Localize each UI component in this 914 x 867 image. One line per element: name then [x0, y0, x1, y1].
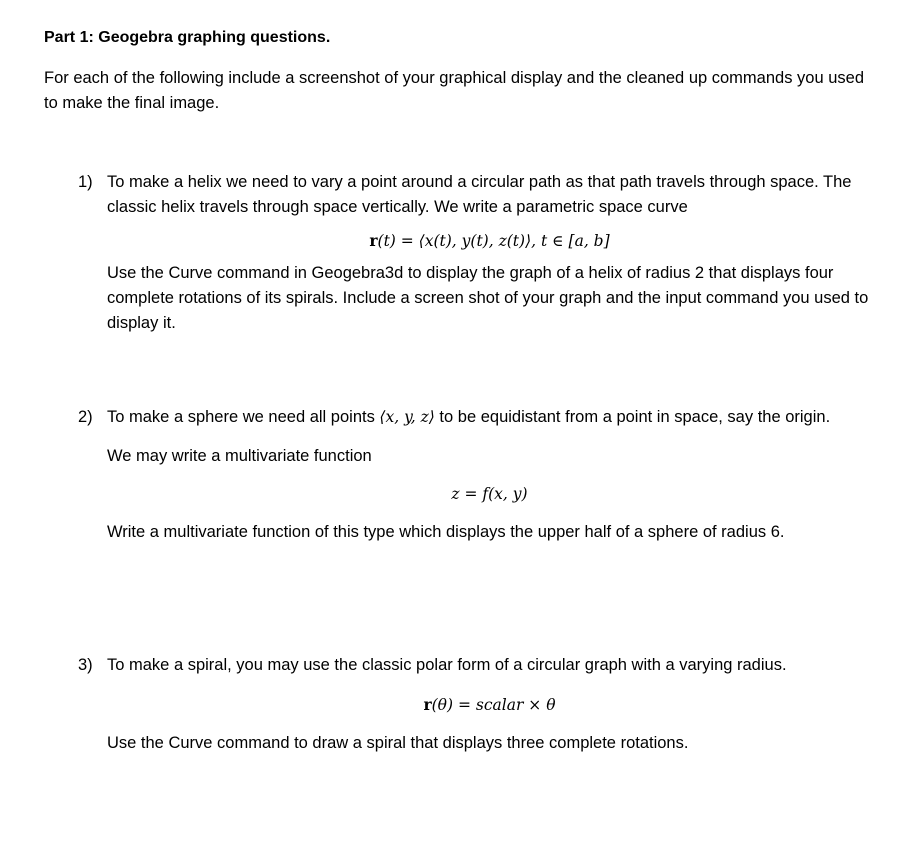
equation-expression: z = f(x, y) [451, 485, 528, 503]
text-before: To make a sphere we need all points [107, 408, 380, 426]
equation-vector-r: r [369, 231, 378, 250]
section-heading: Part 1: Geogebra graphing questions. [44, 29, 331, 46]
function-equation [107, 482, 872, 507]
point-notation: ⟨x, y, z⟩ [379, 408, 435, 426]
question-text: To make a spiral, you may use the classic polar form of a circular graph with a varying radius. [107, 656, 787, 674]
equation-expression: (t) = ⟨x(t), y(t), z(t)⟩, t ∈ [a, b] [377, 232, 610, 250]
question-body [107, 170, 872, 336]
equation-expression: (θ) = scalar × θ [431, 696, 556, 714]
question-instruction: Use the Curve command to draw a spiral that displays three complete rotations. [107, 734, 689, 752]
question-number: 3) [78, 656, 93, 674]
spiral-equation [107, 692, 872, 718]
question-body [107, 653, 872, 756]
question-instruction: Write a multivariate function of this type which displays the upper half of a sphere of radius 6. [107, 523, 785, 541]
helix-equation [107, 228, 872, 254]
question-number: 1) [78, 173, 93, 191]
text-after: to be equidistant from a point in space, say the origin. [434, 408, 831, 426]
question-number: 2) [78, 408, 93, 426]
question-text: To make a helix we need to vary a point around a circular path as that path travels through space. The classic helix travels through space vertically. We write a parametric space curve [107, 173, 852, 216]
question-instruction: Use the Curve command in Geogebra3d to display the graph of a helix of radius 2 that displays four complete rotations of its spirals. Include a screen shot of your graph and the input command you used to display it. [107, 264, 869, 332]
question-body [107, 405, 872, 545]
question-text: We may write a multivariate function [107, 447, 372, 465]
intro-paragraph: For each of the following include a screenshot of your graphical display and the cleaned up commands you used to make the final image. [44, 69, 864, 112]
equation-vector-r: r [423, 695, 432, 714]
question-text [107, 405, 872, 430]
